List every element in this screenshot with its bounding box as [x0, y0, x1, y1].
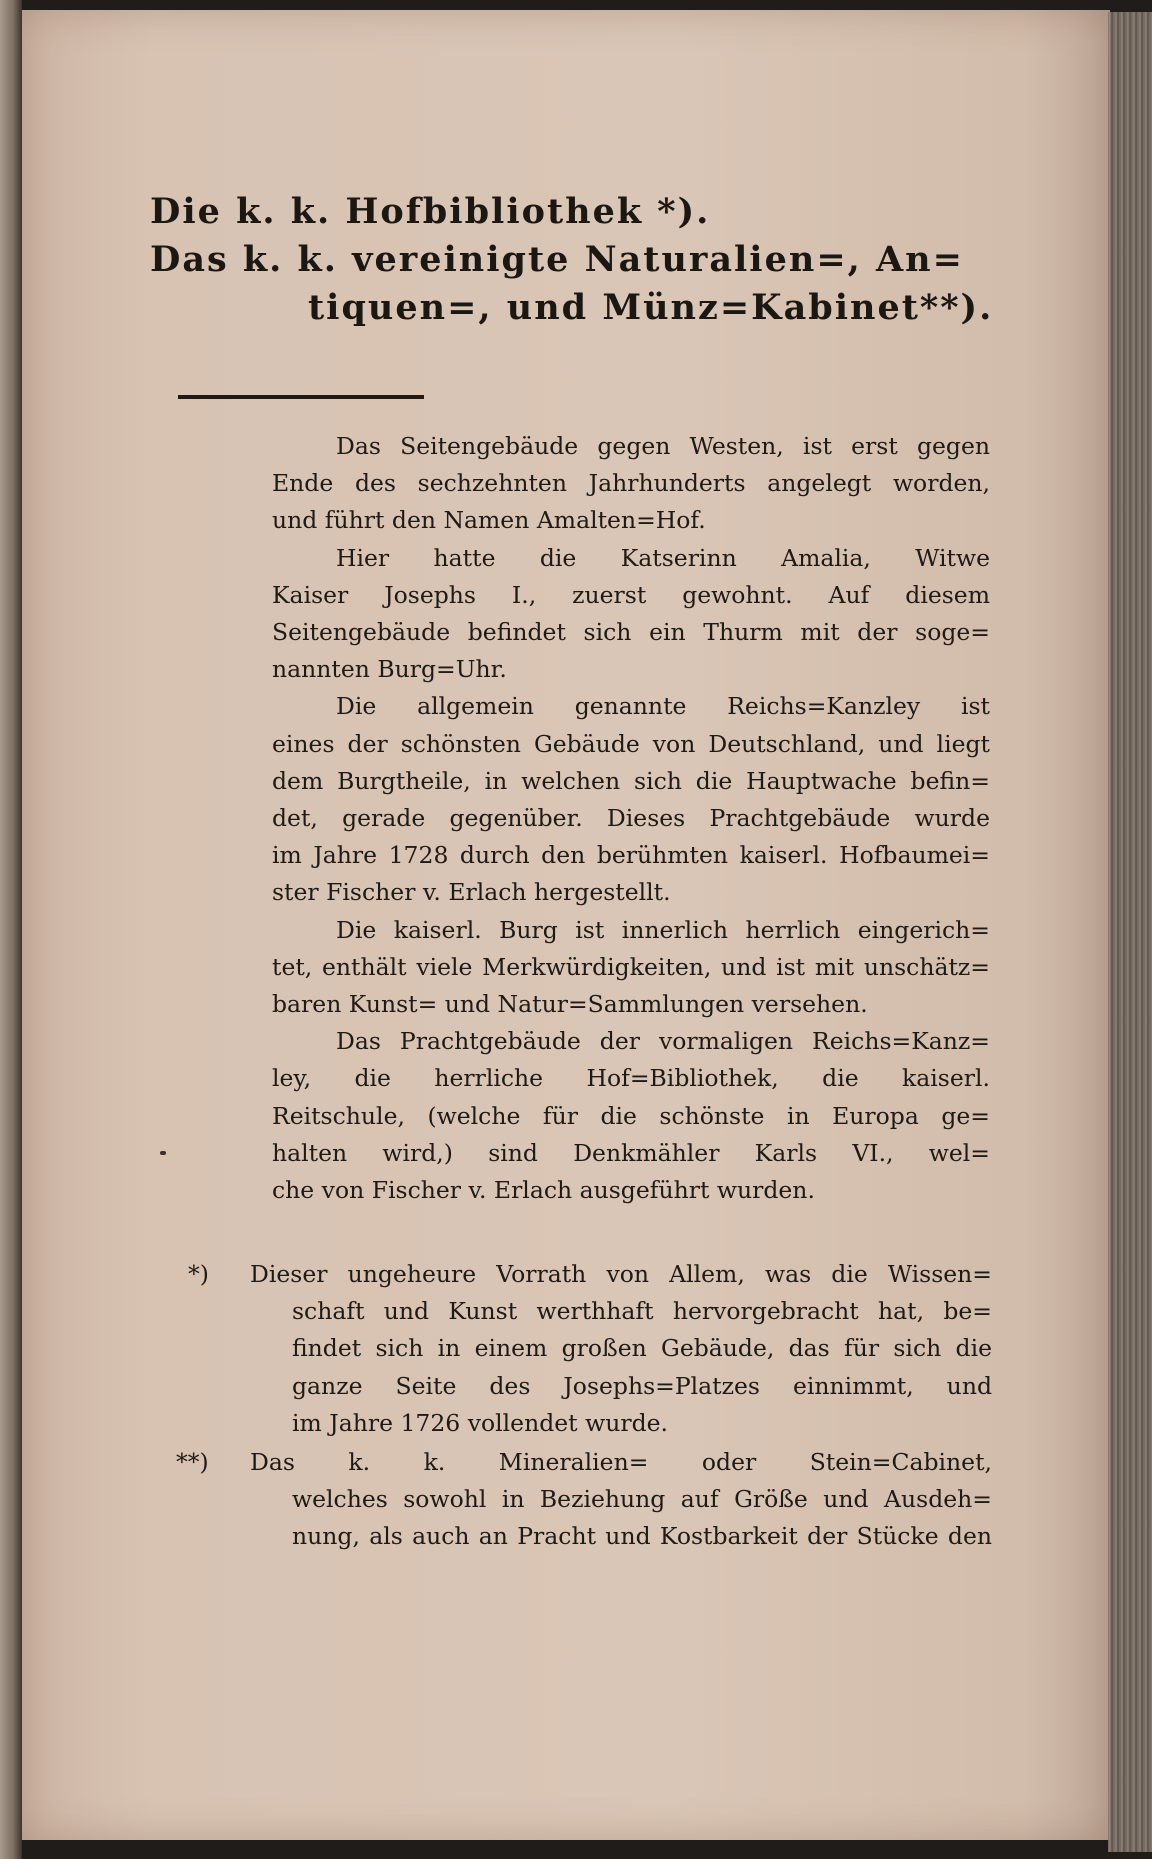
heading-line-2: Das k. k. vereinigte Naturalien=, An=	[150, 239, 964, 280]
heading-line-1: Die k. k. Hofbibliothek *).	[150, 191, 711, 232]
page-stack-edge	[1108, 12, 1152, 1852]
book-spine-edge	[0, 0, 22, 1859]
body-line: Das Prachtgebäude der vormaligen Reichs=Kanz=	[336, 1027, 990, 1056]
body-line: Reitschule, (welche für die schönste in Europa ge=	[272, 1101, 990, 1130]
footnote-marker: *)	[188, 1260, 209, 1288]
footnote-marker: **)	[176, 1448, 209, 1477]
body-text	[272, 428, 990, 1209]
body-line: Die allgemein genannte Reichs=Kanzley ist	[336, 692, 990, 721]
body-line: baren Kunst= und Natur=Sammlungen versehen.	[272, 990, 868, 1019]
body-line: im Jahre 1728 durch den berühmten kaiserl. Hofbaumei=	[272, 841, 990, 870]
footnote-line: schaft und Kunst werthhaft hervorgebracht hat, be=	[292, 1297, 992, 1326]
body-line: Die kaiserl. Burg ist innerlich herrlich eingerich=	[336, 915, 990, 944]
body-line: Das Seitengebäude gegen Westen, ist erst gegen	[336, 432, 990, 460]
heading-line-3: tiquen=, und Münz=Kabinet**).	[308, 287, 994, 328]
footnote-line: Das k. k. Mineralien= oder Stein=Cabinet,	[250, 1448, 992, 1477]
footnotes	[176, 1256, 992, 1556]
body-line: Hier hatte die Katserinn Amalia, Witwe	[336, 543, 990, 572]
body-line: che von Fischer v. Erlach ausgeführt wurden.	[272, 1176, 815, 1205]
body-line: ster Fischer v. Erlach hergestellt.	[272, 878, 671, 907]
footnote-line: ganze Seite des Josephs=Platzes einnimmt, und	[292, 1371, 992, 1400]
footnote-line: welches sowohl in Beziehung auf Größe und Ausdeh=	[292, 1485, 992, 1514]
body-line: ley, die herrliche Hof=Bibliothek, die kaiserl.	[272, 1064, 990, 1093]
body-line: Ende des sechzehnten Jahrhunderts angelegt worden,	[272, 469, 990, 498]
body-line: Kaiser Josephs I., zuerst gewohnt. Auf diesem	[272, 580, 990, 609]
body-line: Seitengebäude befindet sich ein Thurm mit der soge=	[272, 618, 990, 647]
footnote-2	[176, 1444, 992, 1556]
footnote-line: Dieser ungeheure Vorrath von Allem, was die Wissen=	[250, 1260, 992, 1288]
body-line: eines der schönsten Gebäude von Deutschland, und liegt	[272, 729, 990, 758]
body-line: und führt den Namen Amalten=Hof.	[272, 506, 706, 535]
ink-speck	[160, 1151, 166, 1155]
body-line: tet, enthält viele Merkwürdigkeiten, und ist mit unschätz=	[272, 952, 990, 981]
footnote-line: nung, als auch an Pracht und Kostbarkeit der Stücke den	[292, 1522, 992, 1551]
footnote-1	[188, 1256, 992, 1442]
body-line: halten wird,) sind Denkmähler Karls VI., wel=	[272, 1138, 990, 1167]
body-line: dem Burgtheile, in welchen sich die Hauptwache befin=	[272, 766, 990, 795]
heading-divider-rule	[178, 395, 424, 399]
footnote-line: im Jahre 1726 vollendet wurde.	[292, 1408, 668, 1437]
body-line: nannten Burg=Uhr.	[272, 655, 507, 684]
footnote-line: findet sich in einem großen Gebäude, das für sich die	[292, 1334, 992, 1363]
body-line: det, gerade gegenüber. Dieses Prachtgebäude wurde	[272, 804, 990, 833]
chapter-heading	[150, 188, 994, 332]
